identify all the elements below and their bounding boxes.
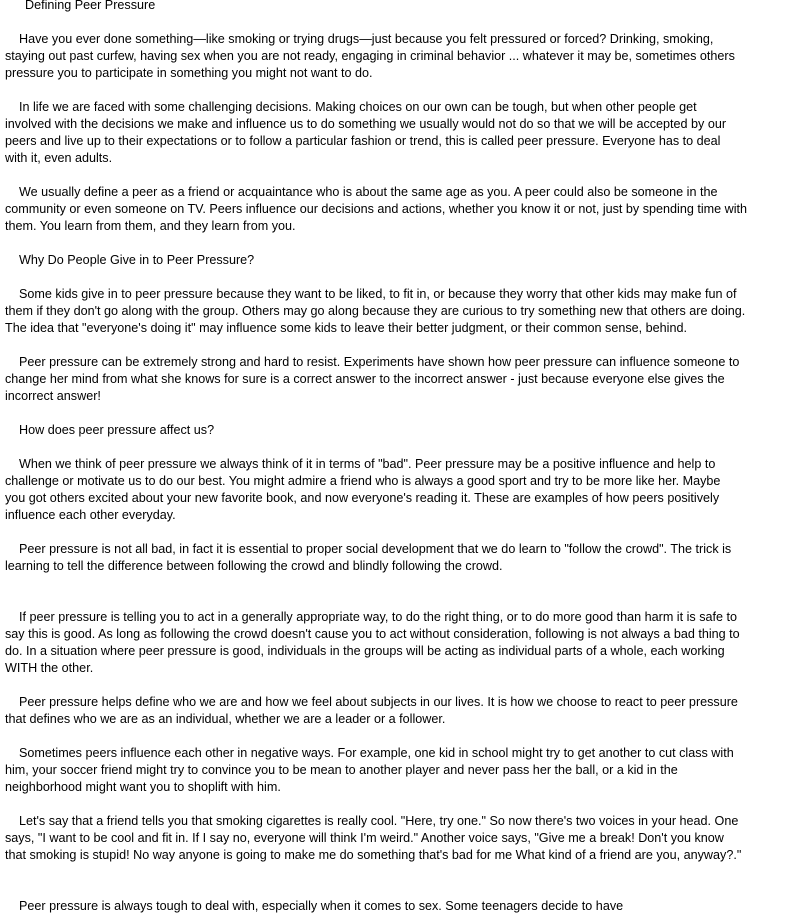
subheading-why-give-in bbox=[5, 252, 797, 269]
text-line: learning to tell the difference between following the crowd and blindly following the crowd. bbox=[5, 559, 503, 573]
text-line: The idea that "everyone's doing it" may influence some kids to leave their better judgment, or their common sense, behind. bbox=[5, 321, 687, 335]
text-line: influence each other everyday. bbox=[5, 508, 176, 522]
text-line: him, your soccer friend might try to convince you to be mean to another player and never pass her the ball, or a kid in the bbox=[5, 763, 678, 777]
text-line: Some kids give in to peer pressure because they want to be liked, to fit in, or because they worry that other kids may make fun of bbox=[5, 287, 737, 301]
paragraph-2 bbox=[5, 99, 797, 167]
text-line: neighborhood might want you to shoplift with him. bbox=[5, 780, 281, 794]
paragraph-7 bbox=[5, 541, 797, 575]
text-line: Peer pressure can be extremely strong and hard to resist. Experiments have shown how peer pressure can influence someone to bbox=[5, 355, 740, 369]
text-line: change her mind from what she knows for sure is a correct answer to the incorrect answer - just because everyone else gives the bbox=[5, 372, 725, 386]
text-line: do. In a situation where peer pressure is good, individuals in the groups will be acting as individual parts of a whole, each working bbox=[5, 644, 725, 658]
text-line: says, "I want to be cool and fit in. If I say no, everyone will think I'm weird." Another voice says, "Give me a break! Don't you know bbox=[5, 831, 724, 845]
text-line: you got others excited about your new favorite book, and now everyone's reading it. These are examples of how peers positively bbox=[5, 491, 720, 505]
text-line: involved with the decisions we make and influence us to do something we usually would not do so that we will be accepted by our bbox=[5, 117, 727, 131]
paragraph-11 bbox=[5, 813, 797, 864]
paragraph-5 bbox=[5, 354, 797, 405]
subheading-text: How does peer pressure affect us? bbox=[5, 423, 215, 437]
paragraph-1 bbox=[5, 31, 797, 82]
text-line: challenge or motivate us to do our best. You might admire a friend who is always a good sport and try to be more like her. Maybe bbox=[5, 474, 721, 488]
paragraph-10 bbox=[5, 745, 797, 796]
subheading-text: Why Do People Give in to Peer Pressure? bbox=[5, 253, 255, 267]
paragraph-9 bbox=[5, 694, 797, 728]
text-line: WITH the other. bbox=[5, 661, 94, 675]
text-line: When we think of peer pressure we always think of it in terms of "bad". Peer pressure may be a positive influence and help to bbox=[5, 457, 716, 471]
paragraph-4 bbox=[5, 286, 797, 337]
text-line: with it, even adults. bbox=[5, 151, 113, 165]
text-line: Have you ever done something—like smoking or trying drugs—just because you felt pressured or forced? Drinking, smoking, bbox=[5, 32, 714, 46]
text-line: Sometimes peers influence each other in negative ways. For example, one kid in school might try to get another to cut class with bbox=[5, 746, 734, 760]
text-line: incorrect answer! bbox=[5, 389, 101, 403]
text-line: say this is good. As long as following the crowd doesn't cause you to act without consideration, following is not always a bad thing to bbox=[5, 627, 740, 641]
text-line: Let's say that a friend tells you that smoking cigarettes is really cool. "Here, try one." So now there's two voices in your head. One bbox=[5, 814, 739, 828]
text-line: staying out past curfew, having sex when you are not ready, engaging in criminal behavior ... whatever it may be, sometimes others bbox=[5, 49, 735, 63]
text-line: community or even someone on TV. Peers influence our decisions and actions, whether you know it or not, just by spending time with bbox=[5, 202, 748, 216]
text-line: peers and live up to their expectations or to follow a particular fashion or trend, this is called peer pressure. Everyone has to deal bbox=[5, 134, 721, 148]
paragraph-12 bbox=[5, 898, 797, 915]
text-line: We usually define a peer as a friend or acquaintance who is about the same age as you. A peer could also be someone in the bbox=[5, 185, 718, 199]
heading-text: Defining Peer Pressure bbox=[25, 0, 156, 12]
paragraph-8 bbox=[5, 609, 797, 677]
paragraph-3 bbox=[5, 184, 797, 235]
text-line: them if they don't go along with the group. Others may go along because they are curious to try something new that others are doing. bbox=[5, 304, 746, 318]
subheading-how-affect bbox=[5, 422, 797, 439]
text-line: If peer pressure is telling you to act in a generally appropriate way, to do the right thing, or to do more good than harm it is safe to bbox=[5, 610, 738, 624]
text-line: Peer pressure is not all bad, in fact it is essential to proper social development that we do learn to "follow the crowd". The trick is bbox=[5, 542, 732, 556]
text-line: Peer pressure is always tough to deal with, especially when it comes to sex. Some teenagers decide to have bbox=[5, 899, 624, 913]
text-line: pressure you to participate in something you might not want to do. bbox=[5, 66, 373, 80]
text-line: them. You learn from them, and they learn from you. bbox=[5, 219, 296, 233]
text-line: In life we are faced with some challenging decisions. Making choices on our own can be tough, but when other people get bbox=[5, 100, 697, 114]
text-line: Peer pressure helps define who we are and how we feel about subjects in our lives. It is how we choose to react to peer pressure bbox=[5, 695, 738, 709]
paragraph-6 bbox=[5, 456, 797, 524]
text-line: that smoking is stupid! No way anyone is going to make me do something that's bad for me What kind of a friend are you, anyway?." bbox=[5, 848, 742, 862]
document-heading bbox=[5, 0, 797, 14]
text-line: that defines who we are as an individual, whether we are a leader or a follower. bbox=[5, 712, 446, 726]
